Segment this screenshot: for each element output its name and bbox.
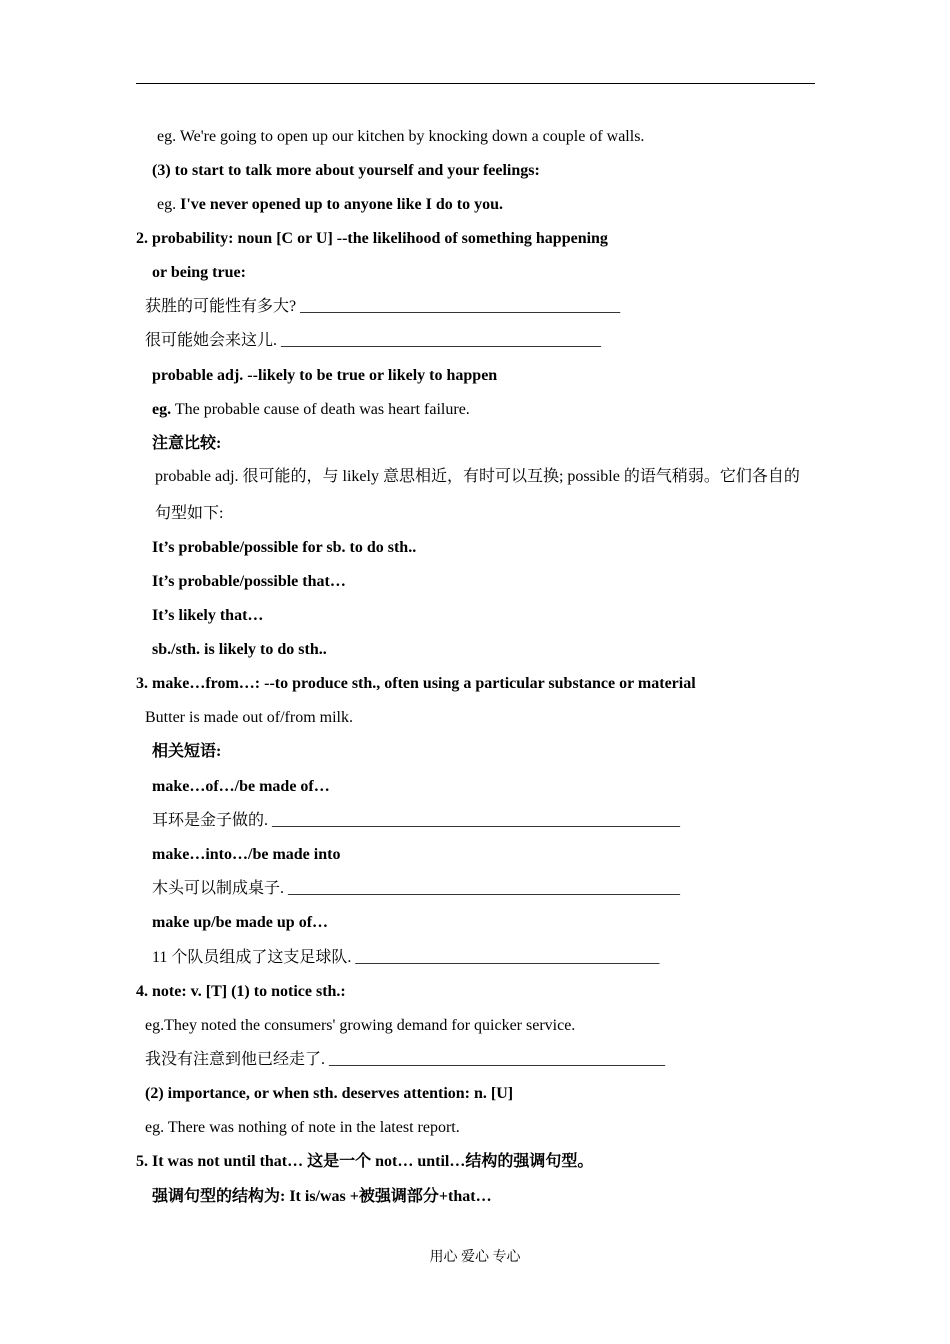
note-heading: 注意比较: (152, 435, 222, 452)
section-heading: 2. probability: noun [C or U] --the likelihood of something happening (136, 230, 608, 247)
translation-exercise: 很可能她会来这儿. ________________________________________ (145, 332, 602, 349)
definition-line: (2) importance, or when sth. deserves attention: n. [U] (145, 1085, 514, 1102)
structure-line: 强调句型的结构为: It is/was +被强调部分+that… (152, 1188, 492, 1205)
page-footer: 用心 爱心 专心 (429, 1250, 521, 1265)
example-sentence: eg.They noted the consumers' growing demand for quicker service. (145, 1017, 576, 1034)
pattern-line: sb./sth. is likely to do sth.. (152, 641, 327, 658)
section-heading: 3. make…from…: --to produce sth., often using a particular substance or material (136, 675, 696, 692)
phrase-line: make up/be made up of… (152, 914, 329, 931)
definition-line: probable adj. --likely to be true or likely to happen (152, 367, 498, 384)
section-heading: 4. note: v. [T] (1) to notice sth.: (136, 983, 346, 1000)
phrase-line: make…into…/be made into (152, 846, 341, 863)
example-sentence: eg. There was nothing of note in the latest report. (145, 1119, 460, 1136)
eg-label: eg. (152, 401, 172, 418)
translation-exercise: 我没有注意到他已经走了. __________________________________________ (145, 1051, 666, 1068)
translation-exercise: 获胜的可能性有多大? ________________________________________ (145, 298, 621, 315)
pattern-line: It’s probable/possible that… (152, 573, 346, 590)
definition-line: or being true: (152, 264, 246, 281)
pattern-line: It’s probable/possible for sb. to do sth.. (152, 539, 417, 556)
example-sentence: eg. We're going to open up our kitchen by knocking down a couple of walls. (157, 128, 645, 145)
translation-exercise: 耳环是金子做的. ___________________________________________________ (152, 812, 681, 829)
translation-exercise: 木头可以制成桌子. _________________________________________________ (152, 880, 681, 897)
comparison-note: probable adj. 很可能的，与 likely 意思相近，有时可以互换; possible 的语气稍弱。它们各自的 (155, 468, 800, 485)
phrase-line: make…of…/be made of… (152, 778, 330, 795)
example-bold-text: I've never opened up to anyone like I do to you. (180, 196, 503, 213)
header-rule (136, 83, 815, 84)
example-sentence: Butter is made out of/from milk. (145, 709, 353, 726)
example-text: The probable cause of death was heart failure. (174, 401, 470, 418)
translation-exercise: 11 个队员组成了这支足球队. ______________________________________ (152, 949, 660, 966)
comparison-note: 句型如下: (155, 505, 224, 522)
section-heading: 5. It was not until that… 这是一个 not… until…结构的强调句型。 (136, 1153, 594, 1170)
example-sentence: eg. I've never opened up to anyone like I do to you. (157, 196, 503, 213)
related-phrases-heading: 相关短语: (152, 743, 222, 760)
example-sentence (152, 400, 470, 420)
definition-line: (3) to start to talk more about yourself and your feelings: (152, 162, 540, 179)
pattern-line: It’s likely that… (152, 607, 264, 624)
